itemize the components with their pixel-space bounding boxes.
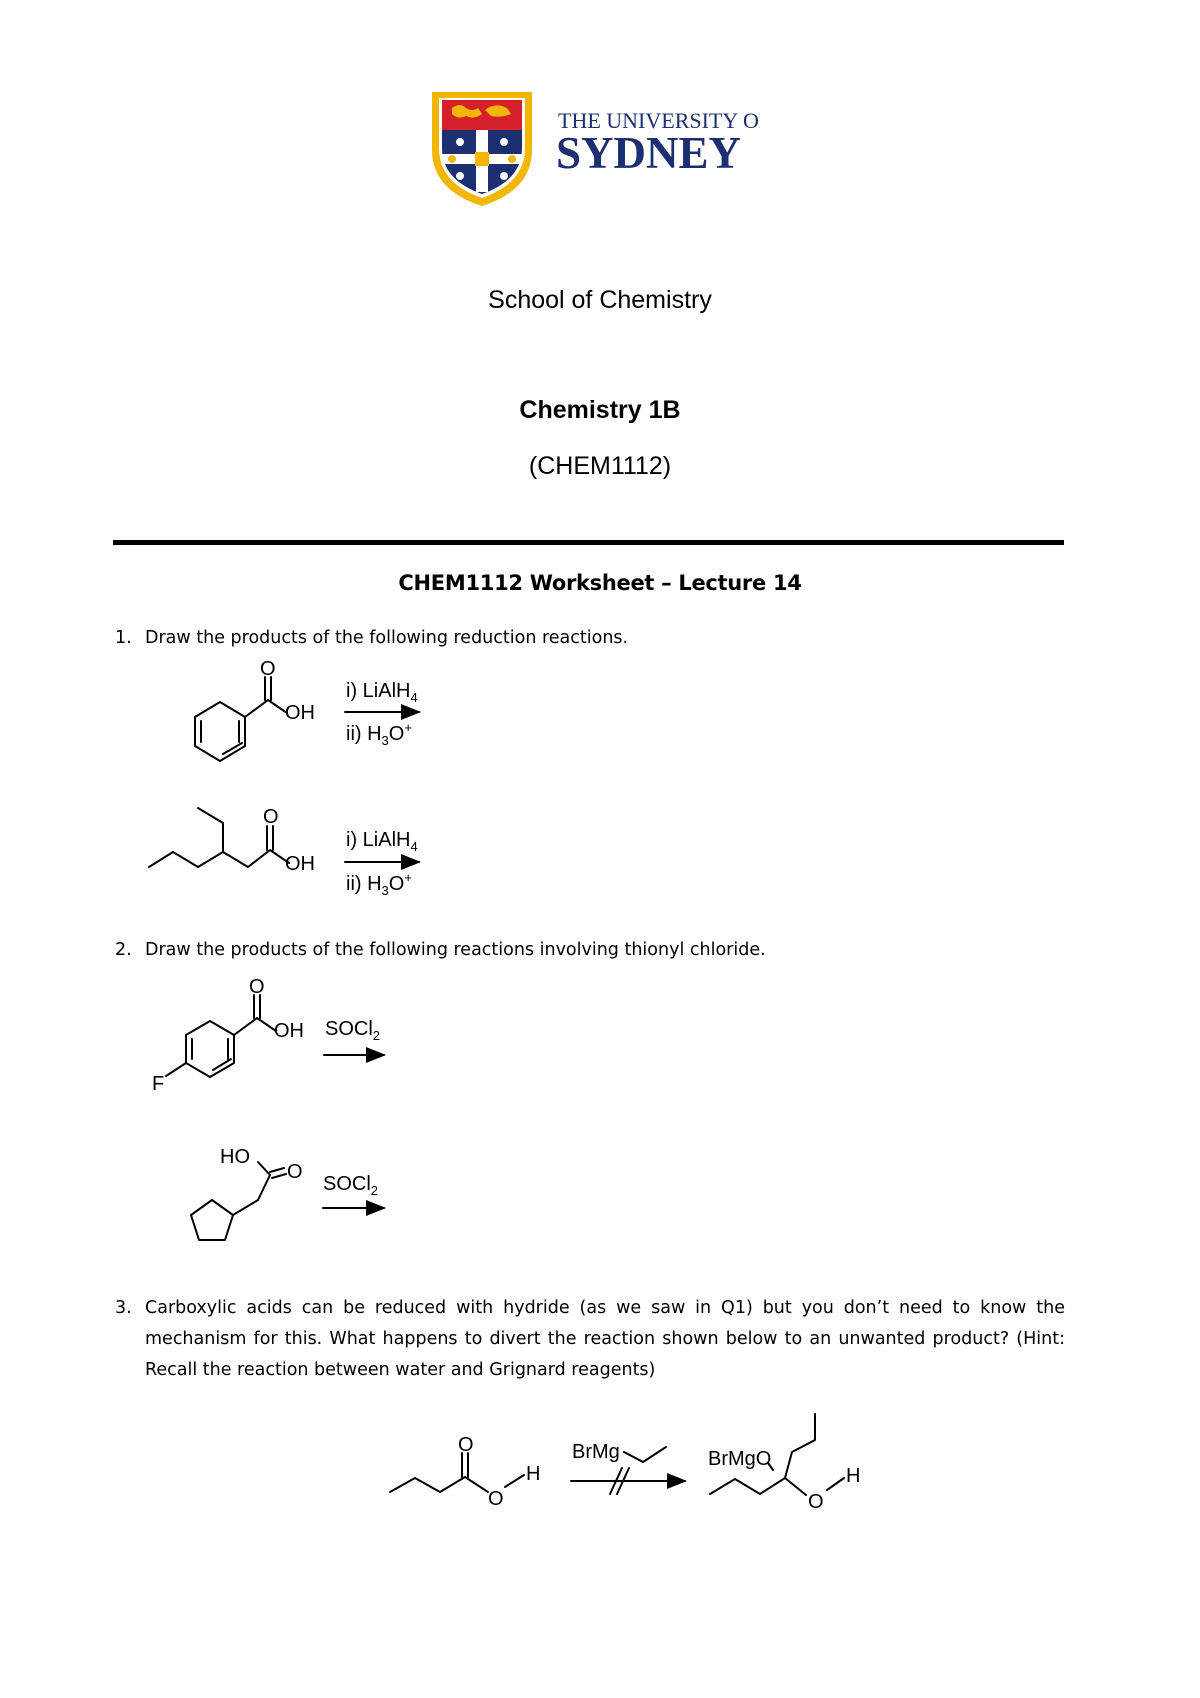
q1-reaction-1 xyxy=(195,658,419,761)
fluorine-label: F xyxy=(152,1073,165,1095)
question-2-number: 2. xyxy=(115,940,132,960)
university-name-line1: THE UNIVERSITY OF xyxy=(558,108,760,133)
carbonyl-oxygen-label: O xyxy=(458,1434,474,1456)
ethyl-group xyxy=(624,1447,666,1462)
reagent-step-1: i) LiAlH$_4$ xyxy=(346,680,418,705)
hydrogen-label: H xyxy=(526,1463,541,1485)
reagent-step-1: i) LiAlH$_4$ xyxy=(346,829,418,854)
benzene-ring xyxy=(195,702,245,761)
hydroxyl-label: HO xyxy=(220,1146,250,1168)
question-3-number: 3. xyxy=(115,1298,132,1318)
oxygen-label: O xyxy=(263,806,279,828)
product-brmgo-label: BrMgO xyxy=(708,1448,772,1470)
reagent-step-2: ii) $H_3O^+$ xyxy=(346,720,412,748)
school-name: School of Chemistry xyxy=(488,286,712,314)
q3-reaction xyxy=(390,1414,860,1513)
oxygen-label: O xyxy=(287,1161,303,1183)
q1-reaction-2 xyxy=(149,806,419,898)
question-1-number: 1. xyxy=(115,628,132,648)
carbon-chain xyxy=(149,850,289,867)
course-code: (CHEM1112) xyxy=(528,452,672,480)
reagent-step-2: ii) $H_3O^+$ xyxy=(346,870,412,898)
question-1-text: Draw the products of the following reduction reactions. xyxy=(145,628,629,648)
product-chain xyxy=(710,1478,806,1495)
cyclopentane-ring xyxy=(191,1200,233,1240)
benzene-ring xyxy=(186,1021,234,1077)
reagent-label: SOCl$_2$ xyxy=(323,1173,379,1198)
butanoic-chain xyxy=(390,1477,488,1492)
product-oxygen-label: O xyxy=(808,1491,824,1513)
hydroxyl-label: OH xyxy=(274,1020,304,1042)
grignard-reagent-label: BrMg xyxy=(572,1441,620,1463)
course-title: Chemistry 1B xyxy=(519,396,681,424)
hydroxyl-label: OH xyxy=(285,702,315,724)
q2-reaction-2 xyxy=(191,1146,384,1240)
question-2-text: Draw the products of the following reactions involving thionyl chloride. xyxy=(145,940,766,960)
oxygen-label: O xyxy=(249,976,265,998)
oxygen-label: O xyxy=(260,658,276,680)
product-hydrogen-label: H xyxy=(846,1465,861,1487)
reagent-label: SOCl$_2$ xyxy=(325,1018,381,1043)
university-name-line2: SYDNEY xyxy=(556,128,742,178)
hydroxyl-label: OH xyxy=(285,853,315,875)
hydroxyl-oxygen-label: O xyxy=(488,1488,504,1510)
worksheet-title: CHEM1112 Worksheet – Lecture 14 xyxy=(398,571,802,595)
question-3-text: Carboxylic acids can be reduced with hydride (as we saw in Q1) but you don’t need to know the mechanism for this. What happens to divert the reaction shown below to an unwanted product? (Hint: Recall the reaction between water and Grignard reagents) xyxy=(145,1298,1065,1380)
q2-reaction-1 xyxy=(152,976,384,1095)
